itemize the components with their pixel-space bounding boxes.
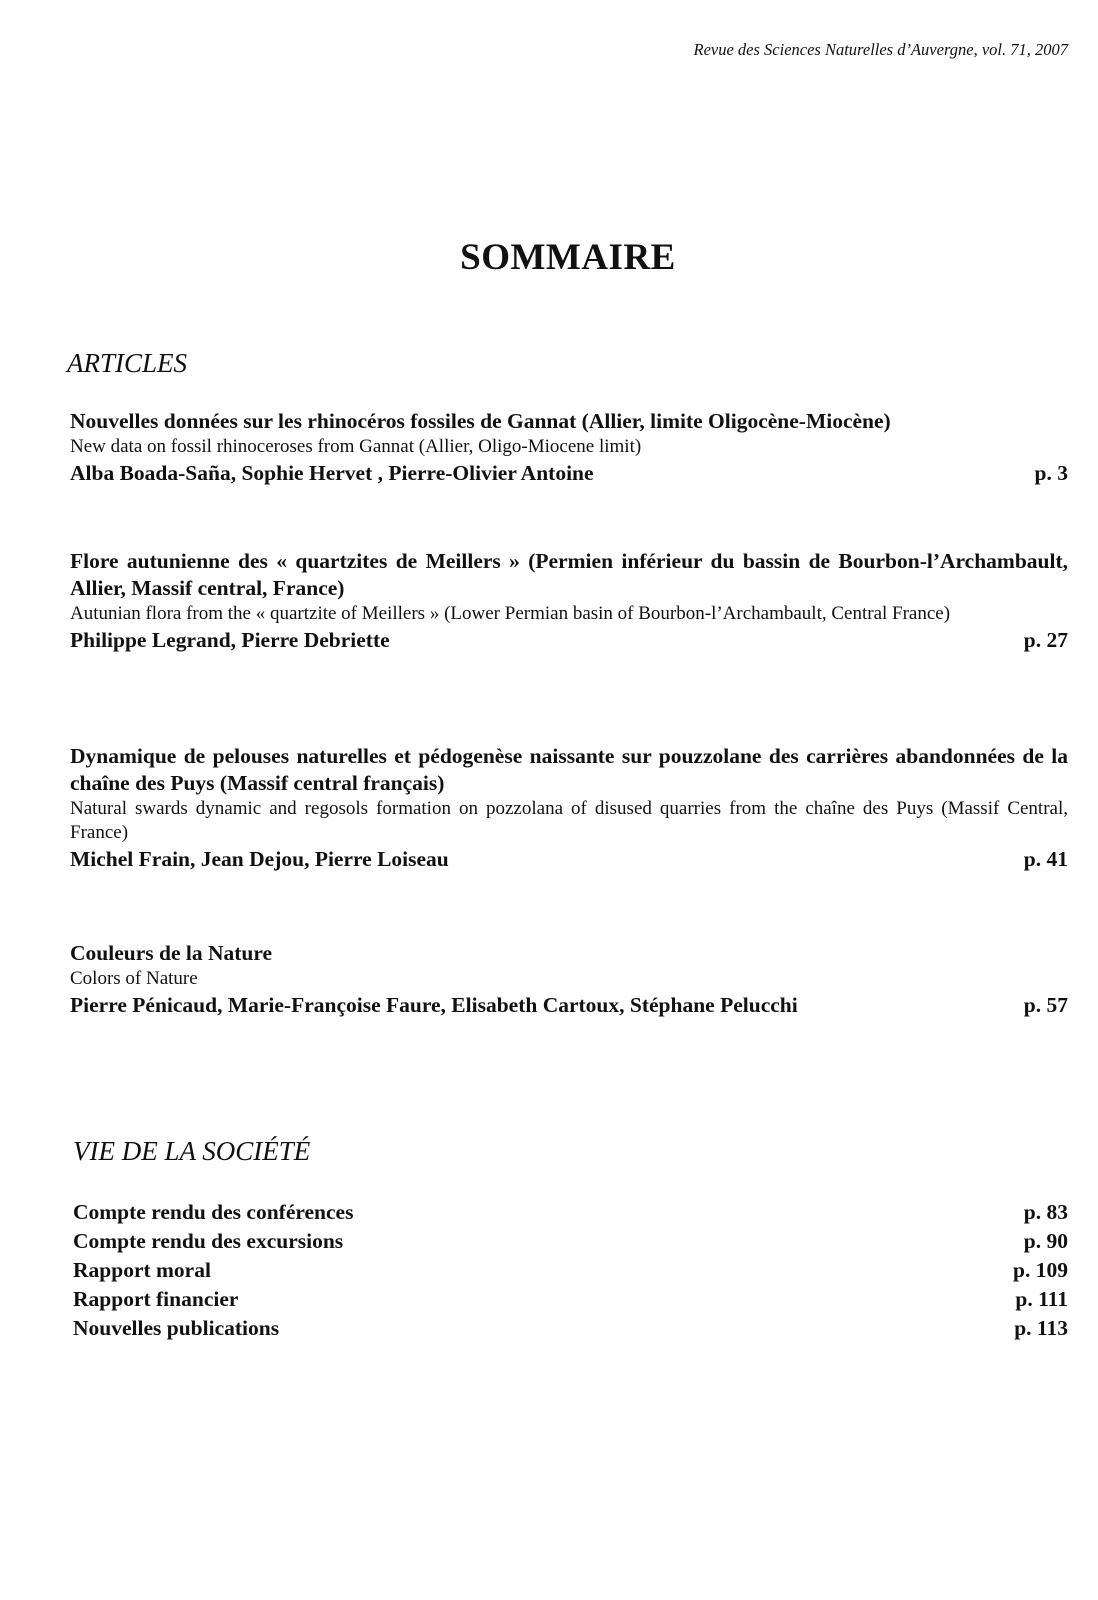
society-item-page-ref: p. 90	[1023, 1229, 1068, 1253]
article-page-ref: p. 57	[1023, 993, 1068, 1017]
society-item-page-ref: p. 83	[1023, 1200, 1068, 1224]
list-item	[73, 1314, 1068, 1343]
page-title: SOMMAIRE	[460, 237, 676, 278]
article-authors: Alba Boada-Saña, Sophie Hervet , Pierre-Olivier Antoine	[70, 461, 594, 485]
article-entry	[70, 548, 1068, 654]
list-item	[73, 1256, 1068, 1285]
list-item	[73, 1198, 1068, 1227]
society-item-label: Compte rendu des conférences	[73, 1200, 354, 1224]
article-subtitle: Colors of Nature	[70, 968, 198, 989]
article-authors: Michel Frain, Jean Dejou, Pierre Loiseau	[70, 847, 449, 871]
society-list	[73, 1198, 1068, 1343]
article-entry	[70, 940, 1068, 1019]
society-item-label: Rapport moral	[73, 1258, 211, 1282]
article-title: Couleurs de la Nature	[70, 941, 273, 965]
article-subtitle: New data on fossil rhinoceroses from Gannat (Allier, Oligo-Miocene limit)	[70, 436, 642, 457]
article-entry	[70, 743, 1068, 873]
article-title: Nouvelles données sur les rhinocéros fossiles de Gannat (Allier, limite Oligocène-Miocène)	[70, 409, 891, 433]
society-item-label: Nouvelles publications	[73, 1316, 280, 1340]
society-item-page-ref: p. 111	[1015, 1287, 1068, 1311]
society-item-page-ref: p. 113	[1014, 1316, 1068, 1340]
article-title: Flore autunienne des « quartzites de Meillers » (Permien inférieur du bassin de Bourbon-l’Archambault, Allier, Massif central, France)	[70, 549, 1068, 600]
article-authors-row	[70, 991, 1068, 1019]
article-authors-row	[70, 845, 1068, 873]
list-item	[73, 1227, 1068, 1256]
running-header: Revue des Sciences Naturelles d’Auvergne, vol. 71, 2007	[693, 40, 1068, 59]
society-item-page-ref: p. 109	[1013, 1258, 1068, 1282]
article-subtitle: Natural swards dynamic and regosols formation on pozzolana of disused quarries from the chaîne des Puys (Massif Central, France)	[70, 798, 1068, 843]
society-item-label: Rapport financier	[73, 1287, 239, 1311]
article-authors-row	[70, 459, 1068, 487]
article-authors-row	[70, 626, 1068, 654]
article-page-ref: p. 3	[1034, 461, 1068, 485]
article-page-ref: p. 41	[1023, 847, 1068, 871]
article-authors: Philippe Legrand, Pierre Debriette	[70, 628, 390, 652]
article-authors: Pierre Pénicaud, Marie-Françoise Faure, Elisabeth Cartoux, Stéphane Pelucchi	[70, 993, 798, 1017]
article-page-ref: p. 27	[1023, 628, 1068, 652]
society-item-label: Compte rendu des excursions	[73, 1229, 344, 1253]
article-subtitle: Autunian flora from the « quartzite of Meillers » (Lower Permian basin of Bourbon-l’Archambault, Central France)	[70, 603, 951, 624]
section-heading-society: VIE DE LA SOCIÉTÉ	[73, 1136, 311, 1166]
article-entry	[70, 408, 1068, 487]
list-item	[73, 1285, 1068, 1314]
article-title: Dynamique de pelouses naturelles et pédogenèse naissante sur pouzzolane des carrières abandonnées de la chaîne des Puys (Massif central français)	[70, 744, 1068, 795]
section-heading-articles: ARTICLES	[67, 348, 188, 378]
